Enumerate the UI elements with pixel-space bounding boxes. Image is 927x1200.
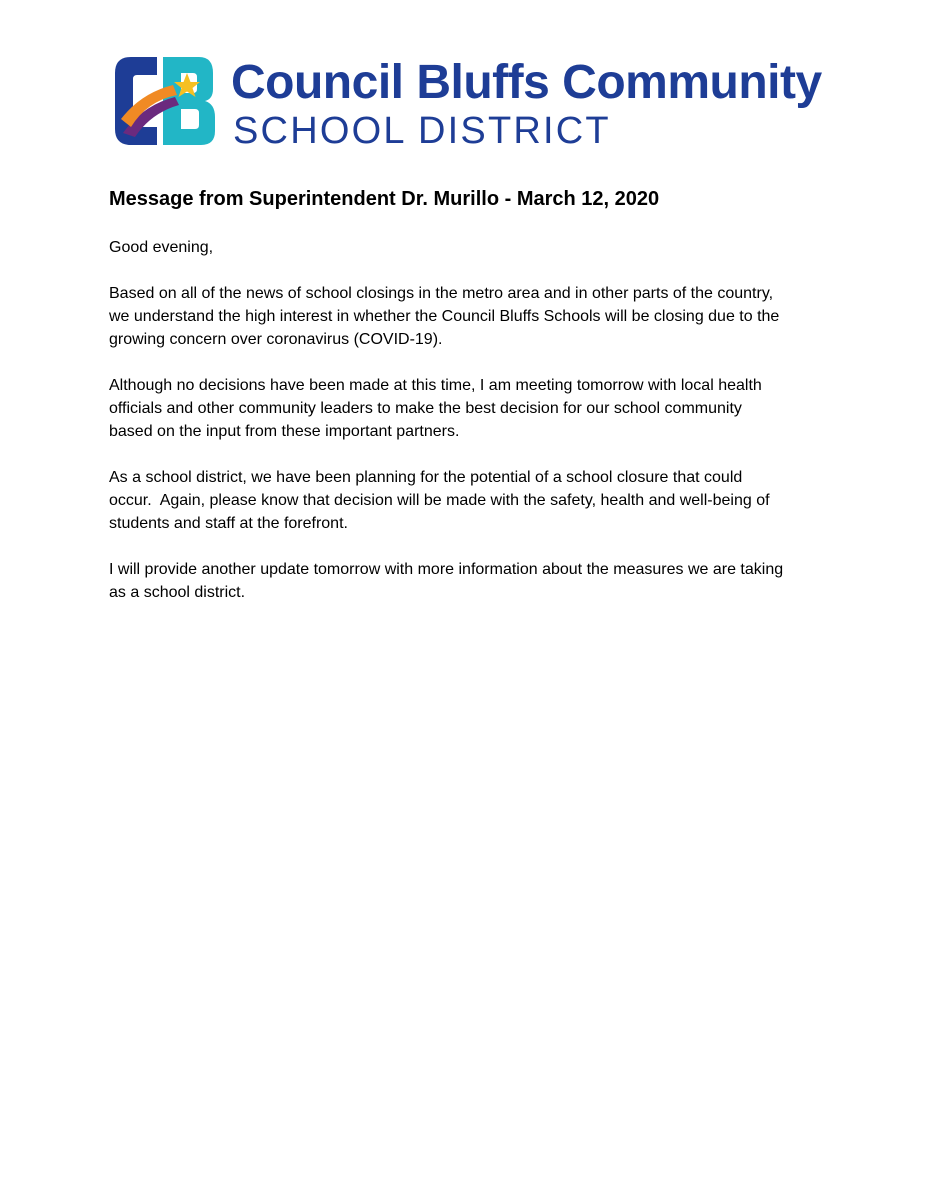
text-line: officials and other community leaders to make the best decision for our school community xyxy=(109,400,742,417)
text-line: Although no decisions have been made at this time, I am meeting tomorrow with local health xyxy=(109,377,762,394)
paragraph-2 xyxy=(109,374,829,443)
text-line: As a school district, we have been planning for the potential of a school closure that could xyxy=(109,469,743,486)
greeting: Good evening, xyxy=(109,239,214,256)
message-body xyxy=(109,236,829,627)
text-line: students and staff at the forefront. xyxy=(109,515,348,532)
paragraph-3 xyxy=(109,466,829,535)
logo-school-district: SCHOOL DISTRICT xyxy=(233,110,611,152)
message-title: Message from Superintendent Dr. Murillo - March 12, 2020 xyxy=(109,188,660,210)
text-line: as a school district. xyxy=(109,584,246,601)
text-line: we understand the high interest in whether the Council Bluffs Schools will be closing due to the xyxy=(109,308,780,325)
district-logo xyxy=(113,55,828,150)
text-line: occur. Again, please know that decision will be made with the safety, health and well-being of xyxy=(109,492,770,509)
paragraph-4 xyxy=(109,558,829,604)
text-line: Based on all of the news of school closings in the metro area and in other parts of the country, xyxy=(109,285,774,302)
text-line: growing concern over coronavirus (COVID-19). xyxy=(109,331,443,348)
cb-monogram-logo xyxy=(113,55,217,147)
text-line: based on the input from these important partners. xyxy=(109,423,460,440)
paragraph-1 xyxy=(109,282,829,351)
logo-district-name: Council Bluffs Community xyxy=(231,56,822,109)
text-line: I will provide another update tomorrow with more information about the measures we are taking xyxy=(109,561,784,578)
